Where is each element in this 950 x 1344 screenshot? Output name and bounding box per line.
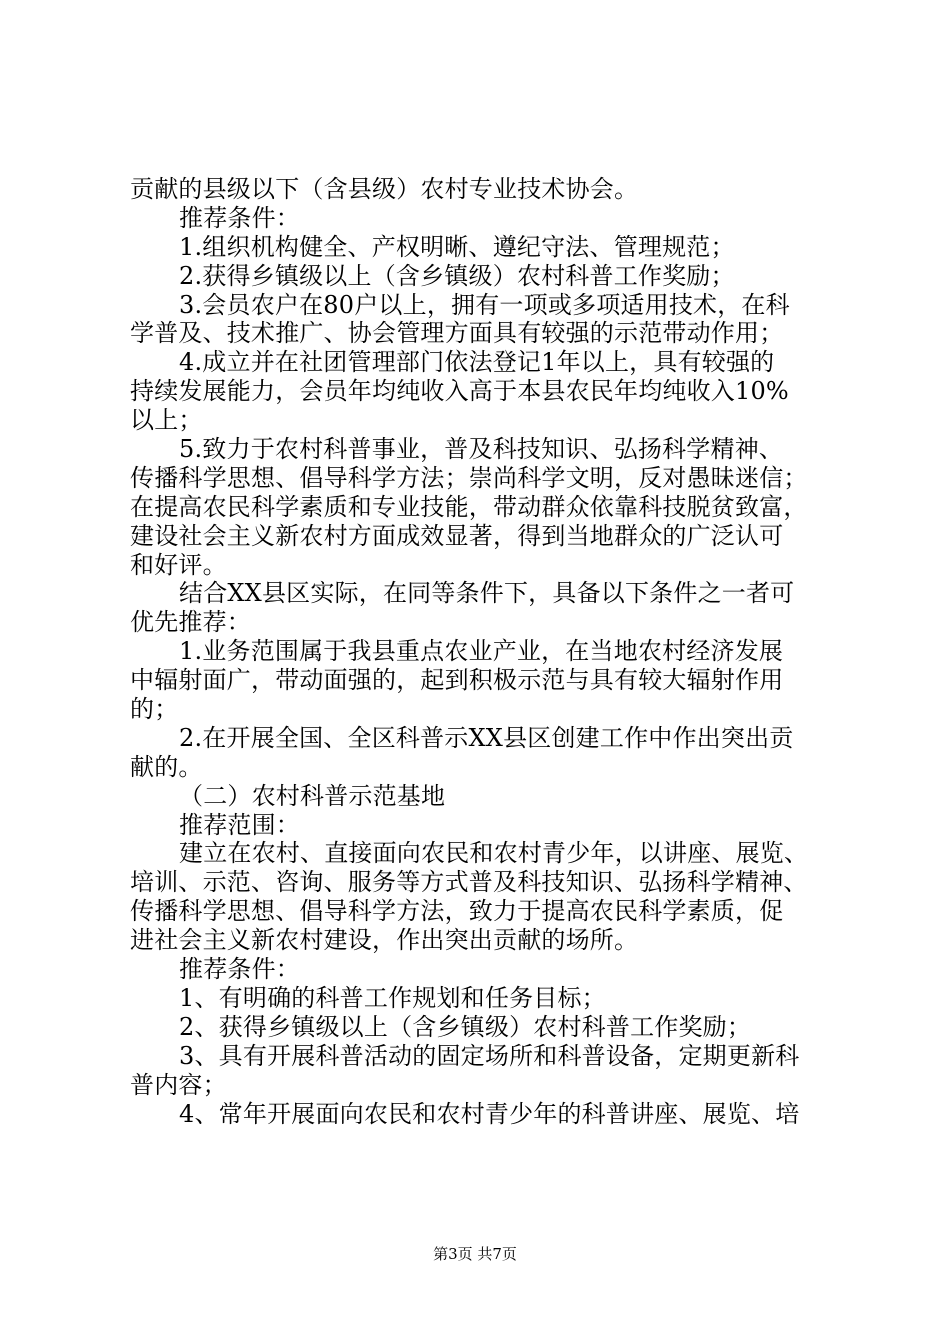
paragraph-line: 4.成立并在社团管理部门依法登记1年以上，具有较强的 xyxy=(179,348,775,377)
paragraph-line: 2.在开展全国、全区科普示XX县区创建工作中作出突出贡 xyxy=(179,723,794,752)
paragraph-line: 3、具有开展科普活动的固定场所和科普设备，定期更新科 xyxy=(179,1041,800,1070)
paragraph-line: 3.会员农户在80户以上，拥有一项或多项适用技术，在科 xyxy=(179,290,790,319)
paragraph-line: 2.获得乡镇级以上（含乡镇级）农村科普工作奖励； xyxy=(179,261,735,290)
paragraph-line: 结合XX县区实际，在同等条件下，具备以下条件之一者可 xyxy=(179,579,795,608)
paragraph-line: 1、有明确的科普工作规划和任务目标； xyxy=(179,983,606,1012)
paragraph-line: 在提高农民科学素质和专业技能，带动群众依靠科技脱贫致富， xyxy=(130,492,808,521)
paragraph-line: 优先推荐： xyxy=(130,608,251,637)
paragraph-line: 推荐条件： xyxy=(179,955,300,984)
paragraph-line: 推荐条件： xyxy=(179,203,300,232)
paragraph-line: 建立在农村、直接面向农民和农村青少年，以讲座、展览、 xyxy=(179,839,809,868)
paragraph-line: 1.组织机构健全、产权明晰、遵纪守法、管理规范； xyxy=(179,232,735,261)
paragraph-line: （二）农村科普示范基地 xyxy=(179,781,446,810)
paragraph-line: 推荐范围： xyxy=(179,810,300,839)
paragraph-line: 学普及、技术推广、协会管理方面具有较强的示范带动作用； xyxy=(130,319,784,348)
paragraph-line: 2、获得乡镇级以上（含乡镇级）农村科普工作奖励； xyxy=(179,1012,752,1041)
paragraph-line: 进社会主义新农村建设，作出突出贡献的场所。 xyxy=(130,926,639,955)
paragraph-line: 献的。 xyxy=(130,752,203,781)
paragraph-line: 4、常年开展面向农民和农村青少年的科普讲座、展览、培 xyxy=(179,1099,800,1128)
paragraph-line: 中辐射面广，带动面强的，起到积极示范与具有较大辐射作用 xyxy=(130,666,784,695)
paragraph-line: 5.致力于农村科普事业，普及科技知识、弘扬科学精神、 xyxy=(179,435,784,464)
paragraph-line: 建设社会主义新农村方面成效显著，得到当地群众的广泛认可 xyxy=(130,521,784,550)
paragraph-line: 培训、示范、咨询、服务等方式普及科技知识、弘扬科学精神、 xyxy=(130,868,808,897)
paragraph-line: 普内容； xyxy=(130,1070,227,1099)
paragraph-line: 贡献的县级以下（含县级）农村专业技术协会。 xyxy=(130,175,639,203)
document-body xyxy=(130,175,835,1128)
paragraph-line: 1.业务范围属于我县重点农业产业，在当地农村经济发展 xyxy=(179,637,784,666)
paragraph-line: 持续发展能力，会员年均纯收入高于本县农民年均纯收入10% xyxy=(130,377,789,406)
page-footer: 第3页 共7页 xyxy=(433,1245,517,1263)
paragraph-line: 传播科学思想、倡导科学方法；崇尚科学文明，反对愚昧迷信； xyxy=(130,463,808,492)
paragraph-line: 和好评。 xyxy=(130,550,227,579)
paragraph-line: 以上； xyxy=(130,406,203,435)
paragraph-line: 传播科学思想、倡导科学方法，致力于提高农民科学素质，促 xyxy=(130,897,784,926)
paragraph-line: 的； xyxy=(130,695,179,724)
